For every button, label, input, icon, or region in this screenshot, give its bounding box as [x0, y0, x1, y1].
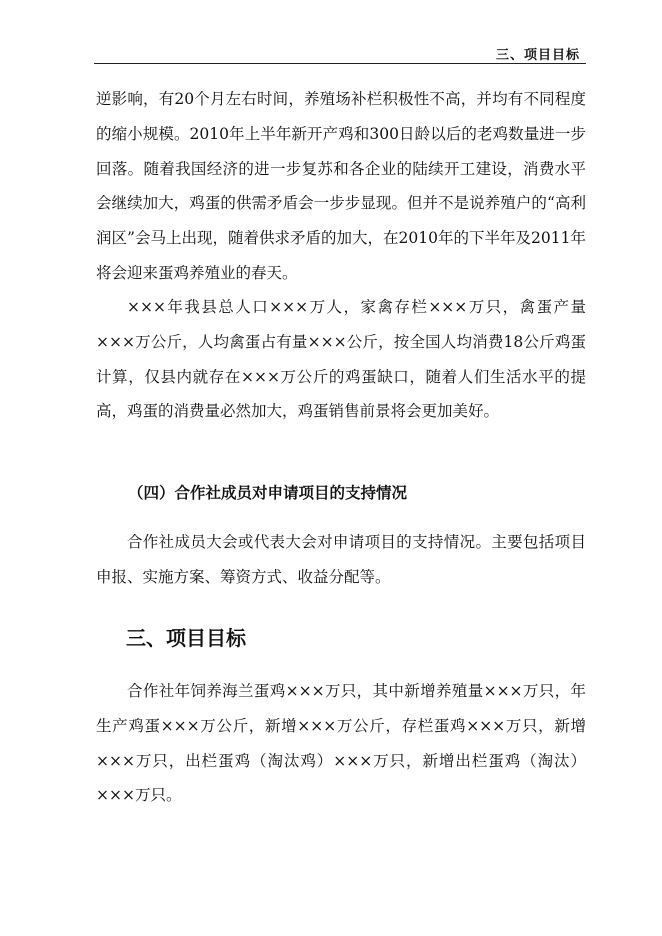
paragraph-county-demand: ×××年我县总人口×××万人，家禽存栏×××万只，禽蛋产量×××万公斤，人均禽蛋占有量×××公斤，按全国人均消费18公斤鸡蛋计算，仅县内就存在×××万公斤的鸡蛋缺口，随着人们生活水平的提高，鸡蛋的消费量必然加大，鸡蛋销售前景将会更加美好。 — [96, 298, 586, 421]
header-divider — [94, 63, 586, 64]
running-header: 三、项目目标 — [495, 48, 580, 63]
paragraph-project-goals: 合作社年饲养海兰蛋鸡×××万只，其中新增养殖量×××万只，年生产鸡蛋×××万公斤，新增×××万公斤，存栏蛋鸡×××万只，新增×××万只，出栏蛋鸡（淘汰鸡）×××万只，新增出栏蛋鸡（淘汰）×××万只。 — [96, 682, 586, 805]
paragraph-market-trend: 逆影响，有20个月左右时间，养殖场补栏积极性不高，并均有不同程度的缩小规模。2010年上半年新开产鸡和300日龄以后的老鸡数量进一步回落。随着我国经济的进一步复苏和各企业的陆续开工建设，消费水平会继续加大，鸡蛋的供需矛盾会一步步显现。但并不是说养殖户的“高利润区”会马上出现，随着供求矛盾的加大，在2010年的下半年及2011年将会迎来蛋鸡养殖业的春天。 — [96, 90, 586, 282]
subheading-member-support: （四）合作社成员对申请项目的支持情况 — [128, 484, 408, 502]
paragraph-member-support: 合作社成员大会或代表大会对申请项目的支持情况。主要包括项目申报、实施方案、筹资方式、收益分配等。 — [96, 533, 586, 586]
section-heading-project-goals: 三、项目目标 — [126, 626, 246, 650]
